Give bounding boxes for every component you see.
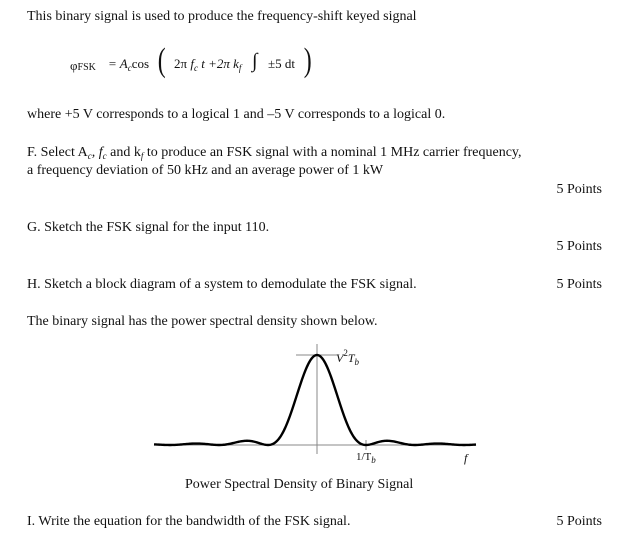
left-paren: (	[157, 42, 166, 79]
peak-label: $V^2T_b$	[336, 348, 360, 367]
intro-text: This binary signal is used to produce the frequency-shift keyed signal	[27, 9, 417, 24]
integral-symbol: ∫	[252, 50, 258, 72]
equation-lhs: φFSK	[70, 58, 96, 73]
part-f-line2: a frequency deviation of 50 kHz and an average power of 1 kW	[27, 163, 384, 178]
part-h-text: H. Sketch a block diagram of a system to demodulate the FSK signal.	[27, 277, 417, 292]
psd-figure	[150, 338, 490, 472]
psd-intro-text: The binary signal has the power spectral density shown below.	[27, 314, 378, 329]
null-label: $1/T_b$	[356, 451, 376, 465]
equation-argument: 2π $f_c$ t +2π $k_f$	[174, 56, 242, 73]
part-h-points: 5 Points	[556, 277, 602, 292]
part-i-points: 5 Points	[556, 514, 602, 529]
psd-curve	[154, 355, 476, 445]
part-g-points: 5 Points	[556, 239, 602, 254]
part-f-points: 5 Points	[556, 182, 602, 197]
part-f-line1: F. Select $A_c$, $f_c$ and $k_f$ to produce an FSK signal with a nominal 1 MHz carrier frequency,	[27, 145, 522, 161]
part-g-text: G. Sketch the FSK signal for the input 110.	[27, 220, 270, 235]
right-paren: )	[303, 42, 312, 79]
psd-plot	[150, 338, 490, 472]
equation-integrand: ±5 dt	[268, 56, 295, 71]
equation-amplitude: = $A_c\cos$	[108, 56, 150, 73]
where-text: where +5 V corresponds to a logical 1 and –5 V corresponds to a logical 0.	[27, 107, 446, 122]
part-i-text: I. Write the equation for the bandwidth of the FSK signal.	[27, 514, 351, 529]
figure-caption: Power Spectral Density of Binary Signal	[185, 477, 414, 492]
axis-label-f: f	[464, 451, 468, 465]
